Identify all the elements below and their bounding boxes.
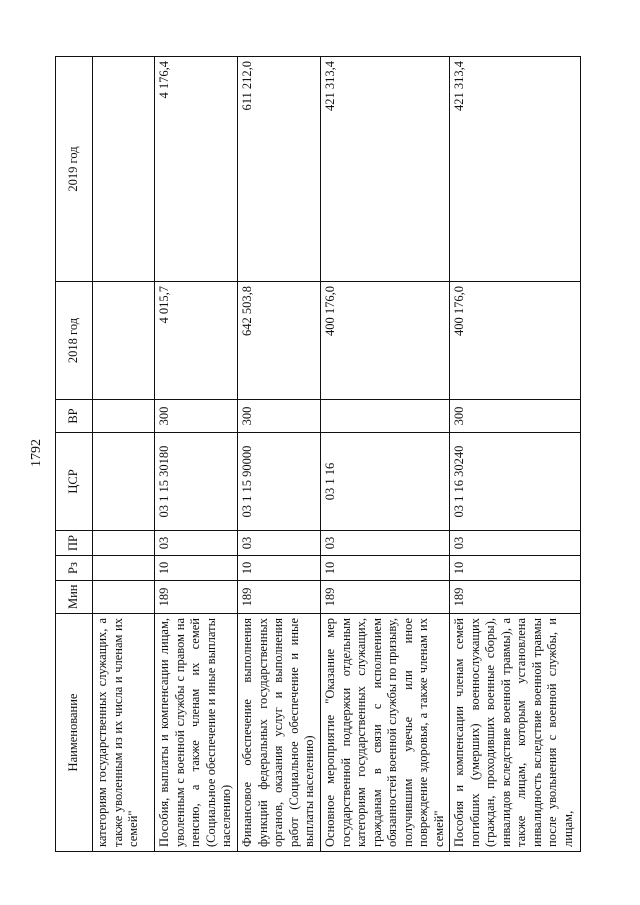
header-pr: ПР: [56, 531, 93, 556]
row-csr: [93, 433, 155, 531]
table-row: [155, 57, 238, 852]
row-pr: 03: [155, 531, 238, 556]
header-2019: 2019 год: [56, 57, 93, 282]
row-rz: 10: [450, 556, 581, 581]
row-2019: [93, 57, 155, 282]
header-min: Мин: [56, 581, 93, 614]
row-name: категориям государственных служащих, а также уволенным из их числа и членам их семей": [93, 614, 155, 852]
row-name: Финансовое обеспечение выполнения функций федеральных государственных органов, оказания услуг и выполнения работ (Социальное обеспечение и иные выплаты населению): [238, 614, 321, 852]
row-rz: 10: [155, 556, 238, 581]
header-vr: ВР: [56, 400, 93, 433]
header-rz: Рз: [56, 556, 93, 581]
row-min: 189: [238, 581, 321, 614]
row-2019: 421 313,4: [321, 57, 450, 282]
row-vr: [321, 400, 450, 433]
row-name: Основное мероприятие "Оказание мер государственной поддержки отдельным категориям государственных служащих, гражданам в связи с исполнением обязанностей военной службы по призыву, получившим увечье или иное повреждение здоровья, а также членам их семей": [321, 614, 450, 852]
row-rz: [93, 556, 155, 581]
row-rz: 10: [321, 556, 450, 581]
row-vr: 300: [450, 400, 581, 433]
row-min: 189: [155, 581, 238, 614]
row-2018: 4 015,7: [155, 282, 238, 400]
table-row: [238, 57, 321, 852]
budget-table-rotated: [55, 57, 595, 852]
row-2019: 611 212,0: [238, 57, 321, 282]
table-row: [93, 57, 155, 852]
table-row: [450, 57, 581, 852]
row-vr: [93, 400, 155, 433]
header-csr: ЦСР: [56, 433, 93, 531]
table-row: [321, 57, 450, 852]
row-rz: 10: [238, 556, 321, 581]
row-min: [93, 581, 155, 614]
row-2018: 400 176,0: [321, 282, 450, 400]
row-pr: 03: [321, 531, 450, 556]
row-pr: 03: [450, 531, 581, 556]
row-2018: 400 176,0: [450, 282, 581, 400]
budget-table: [55, 56, 581, 852]
row-csr: 03 1 15 30180: [155, 433, 238, 531]
row-2019: 4 176,4: [155, 57, 238, 282]
page-number-text: 1792: [29, 439, 44, 467]
row-name: Пособия и компенсации членам семей погибших (умерших) военнослужащих (граждан, проходивших военные сборы), инвалидов вследствие военной травмы), а также лицам, которым установлена инвалидность вследствие военной травмы после увольнения с военной службы, и лицам,: [450, 614, 581, 852]
row-min: 189: [450, 581, 581, 614]
row-csr: 03 1 16: [321, 433, 450, 531]
row-min: 189: [321, 581, 450, 614]
header-name: Наименование: [56, 614, 93, 852]
row-2018: 642 503,8: [238, 282, 321, 400]
row-vr: 300: [238, 400, 321, 433]
row-2019: 421 313,4: [450, 57, 581, 282]
row-csr: 03 1 15 90000: [238, 433, 321, 531]
row-csr: 03 1 16 30240: [450, 433, 581, 531]
row-pr: [93, 531, 155, 556]
page-number: [22, 438, 52, 468]
row-vr: 300: [155, 400, 238, 433]
row-name: Пособия, выплаты и компенсации лицам, уволенным с военной службы с правом на пенсию, а также членам их семей (Социальное обеспечение и иные выплаты населению): [155, 614, 238, 852]
row-pr: 03: [238, 531, 321, 556]
row-2018: [93, 282, 155, 400]
header-row: [56, 57, 93, 852]
header-2018: 2018 год: [56, 282, 93, 400]
